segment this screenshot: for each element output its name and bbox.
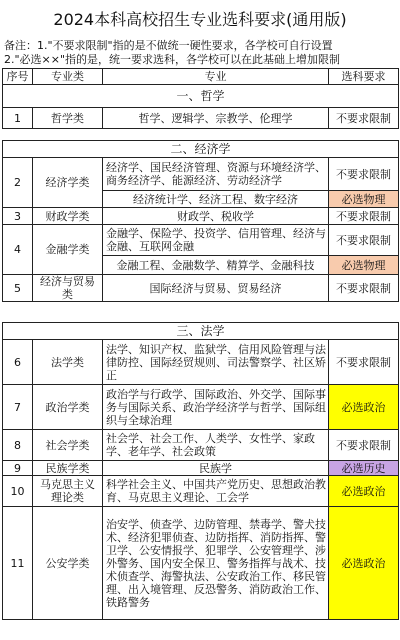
row-no: 9	[3, 461, 33, 476]
section-row	[3, 323, 399, 340]
row-no: 1	[3, 108, 33, 129]
table-row	[3, 208, 399, 225]
row-requirement: 不要求限制	[329, 275, 399, 302]
section-philosophy: 一、哲学	[3, 85, 399, 108]
table-row	[3, 430, 399, 461]
row-no: 10	[3, 476, 33, 507]
row-majors: 哲学、逻辑学、宗教学、伦理学	[103, 108, 329, 129]
note-line-1: 备注：1."不要求限制"指的是不做统一硬性要求，各学校可自行设置	[4, 39, 333, 52]
row-no: 3	[3, 208, 33, 225]
row-no: 7	[3, 385, 33, 430]
row-category: 马克思主义理论类	[33, 476, 103, 507]
row-category: 社会学类	[33, 430, 103, 461]
row-category: 哲学类	[33, 108, 103, 129]
table-row	[3, 108, 399, 129]
row-majors: 金融工程、金融数学、精算学、金融科技	[103, 256, 329, 275]
row-requirement: 必选政治	[329, 385, 399, 430]
row-no: 11	[3, 507, 33, 620]
row-majors: 政治学与行政学、国际政治、外交学、国际事务与国际关系、政治学经济学与哲学、国际组织与全球治理	[103, 385, 329, 430]
table-law	[2, 322, 399, 620]
row-category: 法学类	[33, 340, 103, 385]
table-header-row	[3, 69, 399, 85]
row-category: 公安学类	[33, 507, 103, 620]
row-requirement: 不要求限制	[329, 108, 399, 129]
row-requirement: 不要求限制	[329, 225, 399, 256]
header-category: 专业类	[33, 69, 103, 85]
row-majors: 经济统计学、经济工程、数字经济	[103, 191, 329, 208]
row-majors: 治安学、侦查学、边防管理、禁毒学、警犬技术、经济犯罪侦查、边防指挥、消防指挥、警卫学、公安情报学、犯罪学、公安管理学、涉外警务、国内安全保卫、警务指挥与战术、技术侦查学、海警执法、公安政治工作、移民管理、出入境管理、反恐警务、消防政治工作、铁路警务	[103, 507, 329, 620]
row-requirement: 必选政治	[329, 476, 399, 507]
row-category: 财政学类	[33, 208, 103, 225]
header-majors: 专业	[103, 69, 329, 85]
table-row	[3, 275, 399, 302]
row-no: 4	[3, 225, 33, 275]
section-row	[3, 141, 399, 158]
row-category: 政治学类	[33, 385, 103, 430]
row-majors: 法学、知识产权、监狱学、信用风险管理与法律防控、国际经贸规则、司法警察学、社区矫正	[103, 340, 329, 385]
row-no: 5	[3, 275, 33, 302]
row-requirement: 不要求限制	[329, 158, 399, 191]
row-requirement: 必选政治	[329, 507, 399, 620]
header-no: 序号	[3, 69, 33, 85]
notes	[2, 39, 398, 67]
row-requirement: 不要求限制	[329, 430, 399, 461]
row-requirement: 不要求限制	[329, 208, 399, 225]
note-line-2: 2."必选××"指的是，统一要求选科，各学校可以在此基础上增加限制	[4, 53, 341, 66]
row-requirement: 必选物理	[329, 256, 399, 275]
table-row	[3, 385, 399, 430]
row-requirement: 必选物理	[329, 191, 399, 208]
section-law: 三、法学	[3, 323, 399, 340]
table-row	[3, 158, 399, 191]
table-row	[3, 340, 399, 385]
row-category: 经济与贸易类	[33, 275, 103, 302]
section-economics: 二、经济学	[3, 141, 399, 158]
row-majors: 科学社会主义、中国共产党历史、思想政治教育、马克思主义理论、工会学	[103, 476, 329, 507]
row-majors: 金融学、保险学、投资学、信用管理、经济与金融、互联网金融	[103, 225, 329, 256]
table-economics	[2, 140, 399, 302]
header-requirement: 选科要求	[329, 69, 399, 85]
row-majors: 社会学、社会工作、人类学、女性学、家政学、老年学、社会政策	[103, 430, 329, 461]
table-row	[3, 461, 399, 476]
row-majors: 国际经济与贸易、贸易经济	[103, 275, 329, 302]
row-category: 金融学类	[33, 225, 103, 275]
page-title: 2024本科高校招生专业选科要求(通用版)	[53, 9, 347, 29]
row-category: 民族学类	[33, 461, 103, 476]
row-no: 8	[3, 430, 33, 461]
section-row	[3, 85, 399, 108]
table-row	[3, 476, 399, 507]
table-philosophy	[2, 68, 399, 129]
table-row	[3, 507, 399, 620]
row-requirement: 必选历史	[329, 461, 399, 476]
row-majors: 经济学、国民经济管理、资源与环境经济学、商务经济学、能源经济、劳动经济学	[103, 158, 329, 191]
table-row	[3, 225, 399, 256]
row-majors: 民族学	[103, 461, 329, 476]
row-no: 6	[3, 340, 33, 385]
row-majors: 财政学、税收学	[103, 208, 329, 225]
row-requirement: 不要求限制	[329, 340, 399, 385]
row-category: 经济学类	[33, 158, 103, 208]
row-no: 2	[3, 158, 33, 208]
